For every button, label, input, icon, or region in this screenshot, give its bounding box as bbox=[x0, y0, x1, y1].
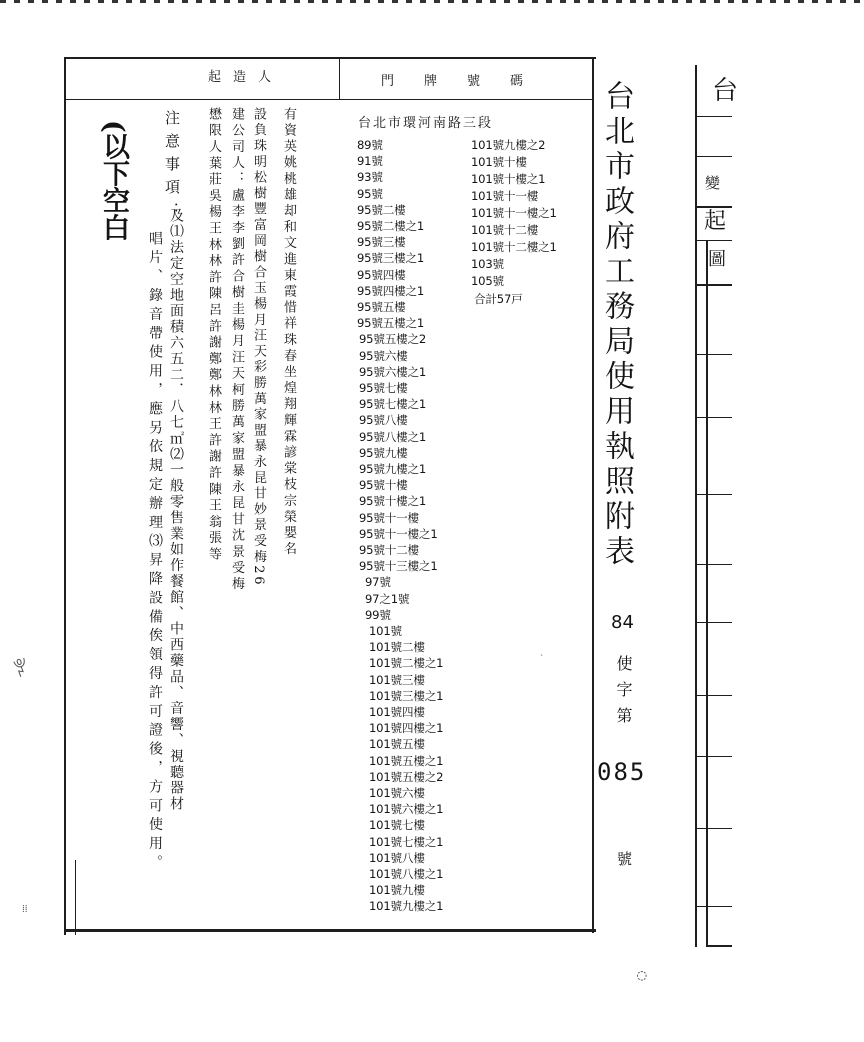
doorplate-entry: 95號十二樓 bbox=[359, 543, 419, 557]
permit-number: 085 bbox=[597, 758, 647, 786]
doorplate-entry: 101號五樓之2 bbox=[369, 769, 444, 784]
doorplate-entry: 95號十一樓之1 bbox=[359, 526, 438, 541]
doorplate-entry: 101號九樓 bbox=[369, 883, 425, 898]
header-rule bbox=[66, 99, 592, 100]
doorplate-entry: 93號 bbox=[357, 170, 383, 185]
doorplate-entry: 101號五樓 bbox=[369, 737, 425, 752]
doorplate-entry: 95號 bbox=[357, 186, 383, 201]
doorplate-entry: 95號二樓之1 bbox=[357, 219, 425, 233]
adj-rule-7 bbox=[697, 417, 732, 418]
doorplate-entry: 95號六樓 bbox=[359, 348, 408, 363]
doorplate-entry: 101號七樓 bbox=[369, 818, 425, 833]
column-divider bbox=[339, 59, 340, 100]
doorplate-entry: 101號三樓 bbox=[369, 672, 425, 687]
doorplate-entry: 95號六樓之1 bbox=[359, 364, 427, 379]
doorplate-entry: 101號七樓之1 bbox=[369, 834, 444, 849]
adj-rule-13 bbox=[697, 828, 732, 829]
starter-column-2: 設負珠明松樹豐富岡樹合玉楊月汪天彩勝萬家盟暴永昆甘妙景受梅26 bbox=[251, 107, 266, 588]
doorplate-entry: 101號八樓 bbox=[369, 850, 425, 865]
adj-char-2: 變 bbox=[705, 174, 721, 192]
scan-speck: ⁞⁞ bbox=[22, 904, 28, 915]
doorplate-entry: 101號十二樓 bbox=[471, 223, 539, 237]
frame-top bbox=[64, 57, 596, 59]
header-starter: 起造人 bbox=[208, 70, 284, 85]
doorplate-entry: 97之1號 bbox=[365, 591, 410, 606]
doorplate-entry: 99號 bbox=[365, 607, 391, 622]
doorplate-entry: 95號三樓之1 bbox=[357, 251, 425, 266]
doorplate-entry: 95號七樓 bbox=[359, 381, 408, 395]
doorplate-entry: 97號 bbox=[365, 575, 391, 590]
permit-prefix: 使字第 bbox=[614, 655, 633, 733]
adj-frame-left bbox=[695, 65, 697, 947]
adj-char-4: 圖 bbox=[708, 249, 726, 270]
adj-frame-bottom bbox=[708, 945, 732, 947]
doorplate-entry: 95號二樓 bbox=[357, 202, 406, 217]
doorplate-entry: 95號九樓 bbox=[359, 445, 408, 460]
doorplate-entry: 95號四樓 bbox=[357, 267, 406, 282]
doorplate-entry: 101號二樓 bbox=[369, 640, 425, 655]
doorplate-entry: 103號 bbox=[471, 257, 504, 271]
doorplate-entry: 101號三樓之1 bbox=[369, 688, 444, 703]
doorplate-entry: 95號十樓之1 bbox=[359, 494, 427, 509]
page-title: 台北市政府工務局使用執照附表 bbox=[599, 80, 634, 570]
road-name: 台北市環河南路三段 bbox=[358, 116, 494, 131]
doorplate-entry: 95號五樓 bbox=[357, 300, 406, 314]
doorplate-entry: 95號十樓 bbox=[359, 478, 408, 493]
scan-speck: ꐕ bbox=[10, 655, 34, 683]
starter-column-3: 建公司人：盧李李劉許合樹圭楊月汪天柯勝萬家盟暴永昆甘沈景受梅 bbox=[229, 107, 244, 593]
doorplate-entry: 101號 bbox=[369, 624, 402, 638]
starter-column-1: 有資英姚桃雄却和文進東霞惜祥珠春坐煌翔輝霖諺棠枝宗榮嬰名 bbox=[281, 107, 296, 558]
doorplate-entry: 101號九樓之2 bbox=[471, 138, 546, 152]
doorplate-entry: 101號十一樓之1 bbox=[471, 206, 557, 220]
scan-top-edge bbox=[0, 0, 864, 3]
adj-rule-6 bbox=[697, 354, 732, 355]
notes-column-1: 及⑴法定空地面積六五二．八七㎡⑵一般零售業如作餐館、中西藥品、音響、視聽器材 bbox=[168, 208, 184, 813]
doorplate-entry: 101號二樓之1 bbox=[369, 656, 444, 671]
adj-rule-11 bbox=[697, 695, 732, 696]
doorplate-entry: 101號六樓 bbox=[369, 786, 425, 800]
adj-rule-2 bbox=[697, 156, 732, 157]
doorplate-entry: 101號五樓之1 bbox=[369, 753, 444, 768]
adj-char-1: 台 bbox=[712, 76, 739, 106]
frame-left-outer bbox=[75, 860, 76, 935]
doorplate-entry: 95號七樓之1 bbox=[359, 397, 427, 412]
doorplate-entry: 95號十一樓 bbox=[359, 510, 419, 525]
header-doorplate: 門牌號碼 bbox=[381, 74, 554, 89]
doorplate-entry: 95號八樓 bbox=[359, 413, 408, 428]
doorplate-entry: 101號四樓之1 bbox=[369, 721, 444, 736]
blank-marker: (以下空白 bbox=[98, 120, 129, 241]
doorplate-entry: 95號九樓之1 bbox=[359, 462, 427, 476]
adj-rule-1 bbox=[697, 116, 732, 117]
doorplate-entry: 105號 bbox=[471, 274, 504, 288]
adj-rule-9 bbox=[697, 564, 732, 565]
doorplate-entry: 101號四樓 bbox=[369, 705, 425, 719]
adj-rule-4 bbox=[697, 240, 732, 241]
scan-speck: ˋ bbox=[540, 654, 544, 665]
adj-rule-12 bbox=[697, 756, 732, 757]
doorplate-entry: 101號十二樓之1 bbox=[471, 240, 557, 254]
notes-label: 注意事項： bbox=[163, 110, 181, 225]
adj-rule-5 bbox=[697, 284, 732, 286]
doorplate-entry: 101號九樓之1 bbox=[369, 899, 444, 914]
doorplate-entry: 89號 bbox=[357, 138, 383, 152]
adj-rule-14 bbox=[697, 906, 732, 907]
frame-right bbox=[592, 57, 594, 933]
adj-rule-10 bbox=[697, 622, 732, 623]
doorplate-entry: 101號十樓 bbox=[471, 155, 527, 169]
permit-year: 84 bbox=[611, 612, 634, 633]
adj-char-3: 起 bbox=[704, 209, 727, 234]
doorplate-entry: 101號十樓之1 bbox=[471, 172, 546, 186]
scan-speck: ◌ bbox=[637, 965, 647, 984]
doorplate-entry: 95號三樓 bbox=[357, 235, 406, 250]
doorplate-entry: 95號四樓之1 bbox=[357, 283, 425, 298]
doorplate-entry: 101號六樓之1 bbox=[369, 802, 444, 817]
total-count: 合計57戸 bbox=[474, 292, 523, 306]
doorplate-entry: 95號八樓之1 bbox=[359, 429, 427, 444]
doorplate-entry: 95號五樓之1 bbox=[357, 316, 425, 331]
doorplate-entry: 95號五樓之2 bbox=[359, 332, 427, 347]
frame-bottom bbox=[64, 929, 596, 932]
permit-suffix: 號 bbox=[617, 850, 633, 868]
doorplate-entry: 91號 bbox=[357, 154, 383, 169]
starter-column-4: 懋限人葉莊吳楊王林林許陳呂許謝鄭鄭林林王許謝許陳王翁張等 bbox=[206, 107, 221, 564]
adj-rule-8 bbox=[697, 494, 732, 495]
doorplate-entry: 101號八樓之1 bbox=[369, 867, 444, 881]
doorplate-entry: 101號十一樓 bbox=[471, 189, 539, 203]
notes-column-2: 唱片、錄音帶使用，應另依規定辦理⑶昇降設備俟領得許可證後，方可使用。 bbox=[147, 231, 163, 874]
doorplate-entry: 95號十三樓之1 bbox=[359, 559, 438, 574]
adj-inner-left bbox=[706, 240, 708, 947]
frame-left bbox=[64, 57, 66, 935]
